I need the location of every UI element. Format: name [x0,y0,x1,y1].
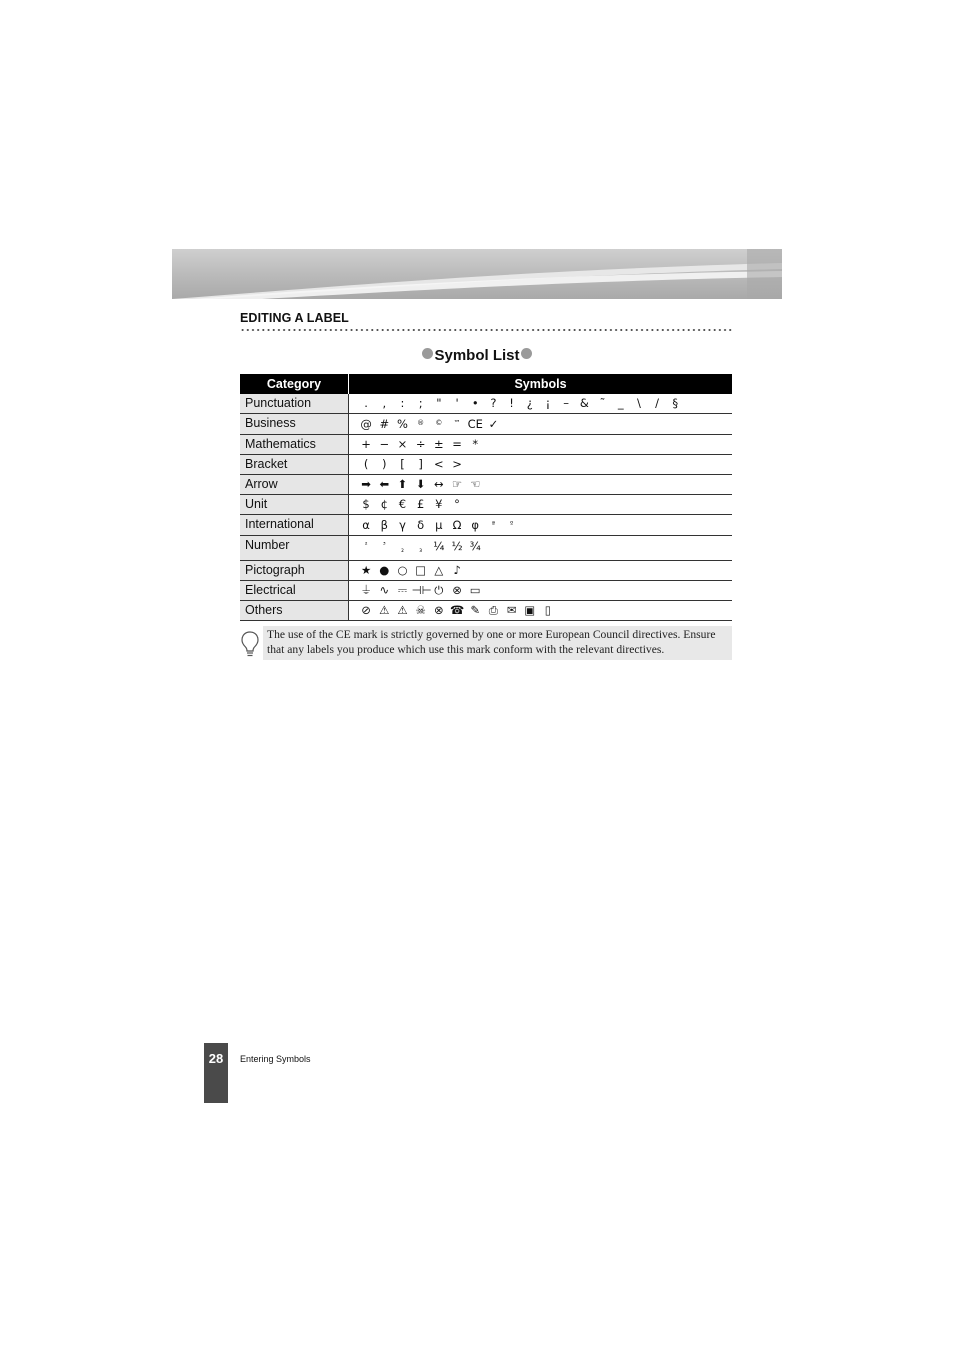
symbol-glyph: – [563,396,570,410]
symbol-glyph: € [398,497,407,511]
table-row [240,601,732,621]
symbols-cell [349,455,733,475]
symbol-glyph: * [472,437,479,451]
symbol-glyph: ☜ [470,477,481,491]
tip-note [240,626,732,660]
symbol-glyph: ⚠ [397,603,408,617]
symbol-glyph: ™ [453,419,461,427]
table-row [240,495,732,515]
category-cell: Bracket [240,455,349,475]
symbol-glyph: ½ [451,539,463,553]
symbols-cell [349,536,733,561]
symbol-glyph: ▯ [544,603,552,617]
table-header-row [240,374,732,394]
symbols-cell [349,561,733,581]
table-body [240,394,732,621]
symbol-glyph: ₂ [401,546,404,554]
symbol-glyph: ● [379,563,390,577]
symbol-list-heading [0,347,954,364]
category-cell: Electrical [240,581,349,601]
symbol-glyph: % [397,417,408,431]
symbol-glyph: ➡ [361,477,371,491]
header-banner [172,249,782,299]
symbol-glyph: φ [471,518,480,532]
symbol-glyph: ▣ [524,603,536,617]
page-number-tab [204,1043,228,1103]
symbol-glyph: ' [455,396,459,410]
symbol-glyph: ⏻ [434,583,444,597]
table-row [240,394,732,414]
footer-section-name: Entering Symbols [240,1054,311,1064]
symbol-glyph: ³ [382,541,386,549]
table-row [240,581,732,601]
lightbulb-icon [240,630,260,658]
bullet-icon [521,348,532,359]
symbol-glyph: μ [435,518,443,532]
symbol-glyph: ® [417,419,425,427]
symbol-glyph: □ [415,563,427,577]
symbol-glyph: º [509,520,514,528]
symbols-cell [349,435,733,455]
table-row [240,475,732,495]
category-cell: Arrow [240,475,349,495]
symbol-glyph: ! [509,396,514,410]
symbols-cell [349,495,733,515]
symbols-cell [349,475,733,495]
symbol-glyph: ✉ [506,603,517,617]
table-row [240,455,732,475]
bullet-icon [422,348,433,359]
symbol-glyph: ; [418,396,423,410]
symbol-glyph: β [380,518,388,532]
banner-swoosh [172,249,782,299]
symbol-glyph: " [436,396,442,410]
column-header-symbols: Symbols [349,374,733,394]
symbol-glyph: ₃ [419,546,423,554]
category-cell: Mathematics [240,435,349,455]
category-cell: Unit [240,495,349,515]
symbol-glyph: ¥ [435,497,443,511]
symbol-glyph: ] [418,457,423,471]
symbol-glyph: ( [363,457,369,471]
symbol-glyph: ? [490,396,497,410]
symbol-glyph: . [364,396,368,410]
symbol-glyph: ª [491,520,496,528]
symbol-glyph: • [471,396,479,410]
tip-box [263,626,732,660]
symbol-glyph: / [655,396,660,410]
symbols-cell [349,601,733,621]
heading-title: Symbol List [434,347,520,364]
symbol-glyph: ˜ [599,396,606,410]
symbol-glyph: γ [399,518,406,532]
symbol-glyph: ² [364,541,368,549]
symbol-glyph: ☞ [451,477,463,491]
symbol-glyph: ¿ [526,396,533,410]
symbol-glyph: ⊗ [434,603,444,617]
table-row [240,536,732,561]
table-row [240,515,732,536]
symbol-glyph: ⊘ [361,603,371,617]
category-cell: Others [240,601,349,621]
symbol-glyph: £ [416,497,425,511]
category-cell: Business [240,414,349,435]
symbol-glyph: α [362,518,370,532]
symbol-glyph: ○ [397,563,408,577]
symbols-cell [349,515,733,536]
category-cell: Pictograph [240,561,349,581]
symbol-glyph: , [382,396,387,410]
symbol-table [240,374,732,621]
symbol-glyph: ÷ [415,437,426,451]
symbol-glyph: + [361,437,371,451]
symbol-glyph: △ [434,563,444,577]
symbol-glyph: ⚠ [379,603,390,617]
symbol-glyph: ⊗ [452,583,462,597]
symbol-glyph: < [434,457,444,471]
symbol-glyph: ¡ [545,396,551,410]
table-row [240,414,732,435]
symbol-glyph: ✓ [488,417,499,431]
symbol-glyph: ± [434,437,444,451]
symbol-glyph: @ [360,417,372,431]
symbol-glyph: ▭ [469,583,481,597]
symbol-glyph: ★ [360,563,372,577]
symbols-cell [349,394,733,414]
symbol-glyph: ⬆ [397,477,408,491]
symbol-glyph: © [435,419,443,427]
dotted-divider [240,328,732,332]
section-title: EDITING A LABEL [240,311,349,325]
symbol-glyph: − [379,437,390,451]
symbol-glyph: ♪ [453,563,461,577]
symbol-glyph: : [400,396,405,410]
category-cell: International [240,515,349,536]
symbol-glyph: _ [617,396,624,410]
symbol-glyph: CE [467,417,483,431]
symbol-glyph: ☠ [415,603,426,617]
symbol-glyph: ☎ [449,603,465,617]
category-cell: Number [240,536,349,561]
symbol-glyph: ∿ [379,583,390,597]
symbol-glyph: ¾ [469,539,481,553]
tip-text: The use of the CE mark is strictly governed by one or more European Council directives. Ensure that any labels you produce which use this mark conform with the relevant directives. [267,628,716,656]
symbol-glyph: # [379,417,390,431]
category-cell: Punctuation [240,394,349,414]
symbol-glyph: = [452,437,462,451]
symbol-glyph: § [672,396,679,410]
symbol-glyph: $ [362,497,370,511]
table-row [240,435,732,455]
symbol-glyph: ⎙ [488,603,498,617]
symbol-glyph: ¢ [380,497,388,511]
page-number: 28 [208,1051,224,1066]
symbol-glyph: ✎ [470,603,481,617]
column-header-category: Category [240,374,349,394]
symbol-glyph: ) [382,457,387,471]
symbol-glyph: × [397,437,408,451]
symbol-glyph: δ [417,518,425,532]
symbol-glyph: ↔ [434,477,444,491]
symbol-glyph: > [452,457,462,471]
symbol-glyph: ⎓ [397,583,408,597]
symbol-glyph: Ω [452,518,462,532]
symbols-cell [349,581,733,601]
symbol-glyph: & [579,396,589,410]
symbol-glyph: \ [636,396,641,410]
symbol-glyph: ⬅ [379,477,390,491]
table-row [240,561,732,581]
symbol-glyph: ° [454,497,460,511]
symbol-glyph: ⬇ [415,477,426,491]
symbol-glyph: [ [400,457,405,471]
symbol-glyph: ⊣⊢ [411,583,432,597]
symbols-cell [349,414,733,435]
symbol-glyph: ¼ [433,539,445,553]
symbol-glyph: ⏚ [360,583,372,597]
